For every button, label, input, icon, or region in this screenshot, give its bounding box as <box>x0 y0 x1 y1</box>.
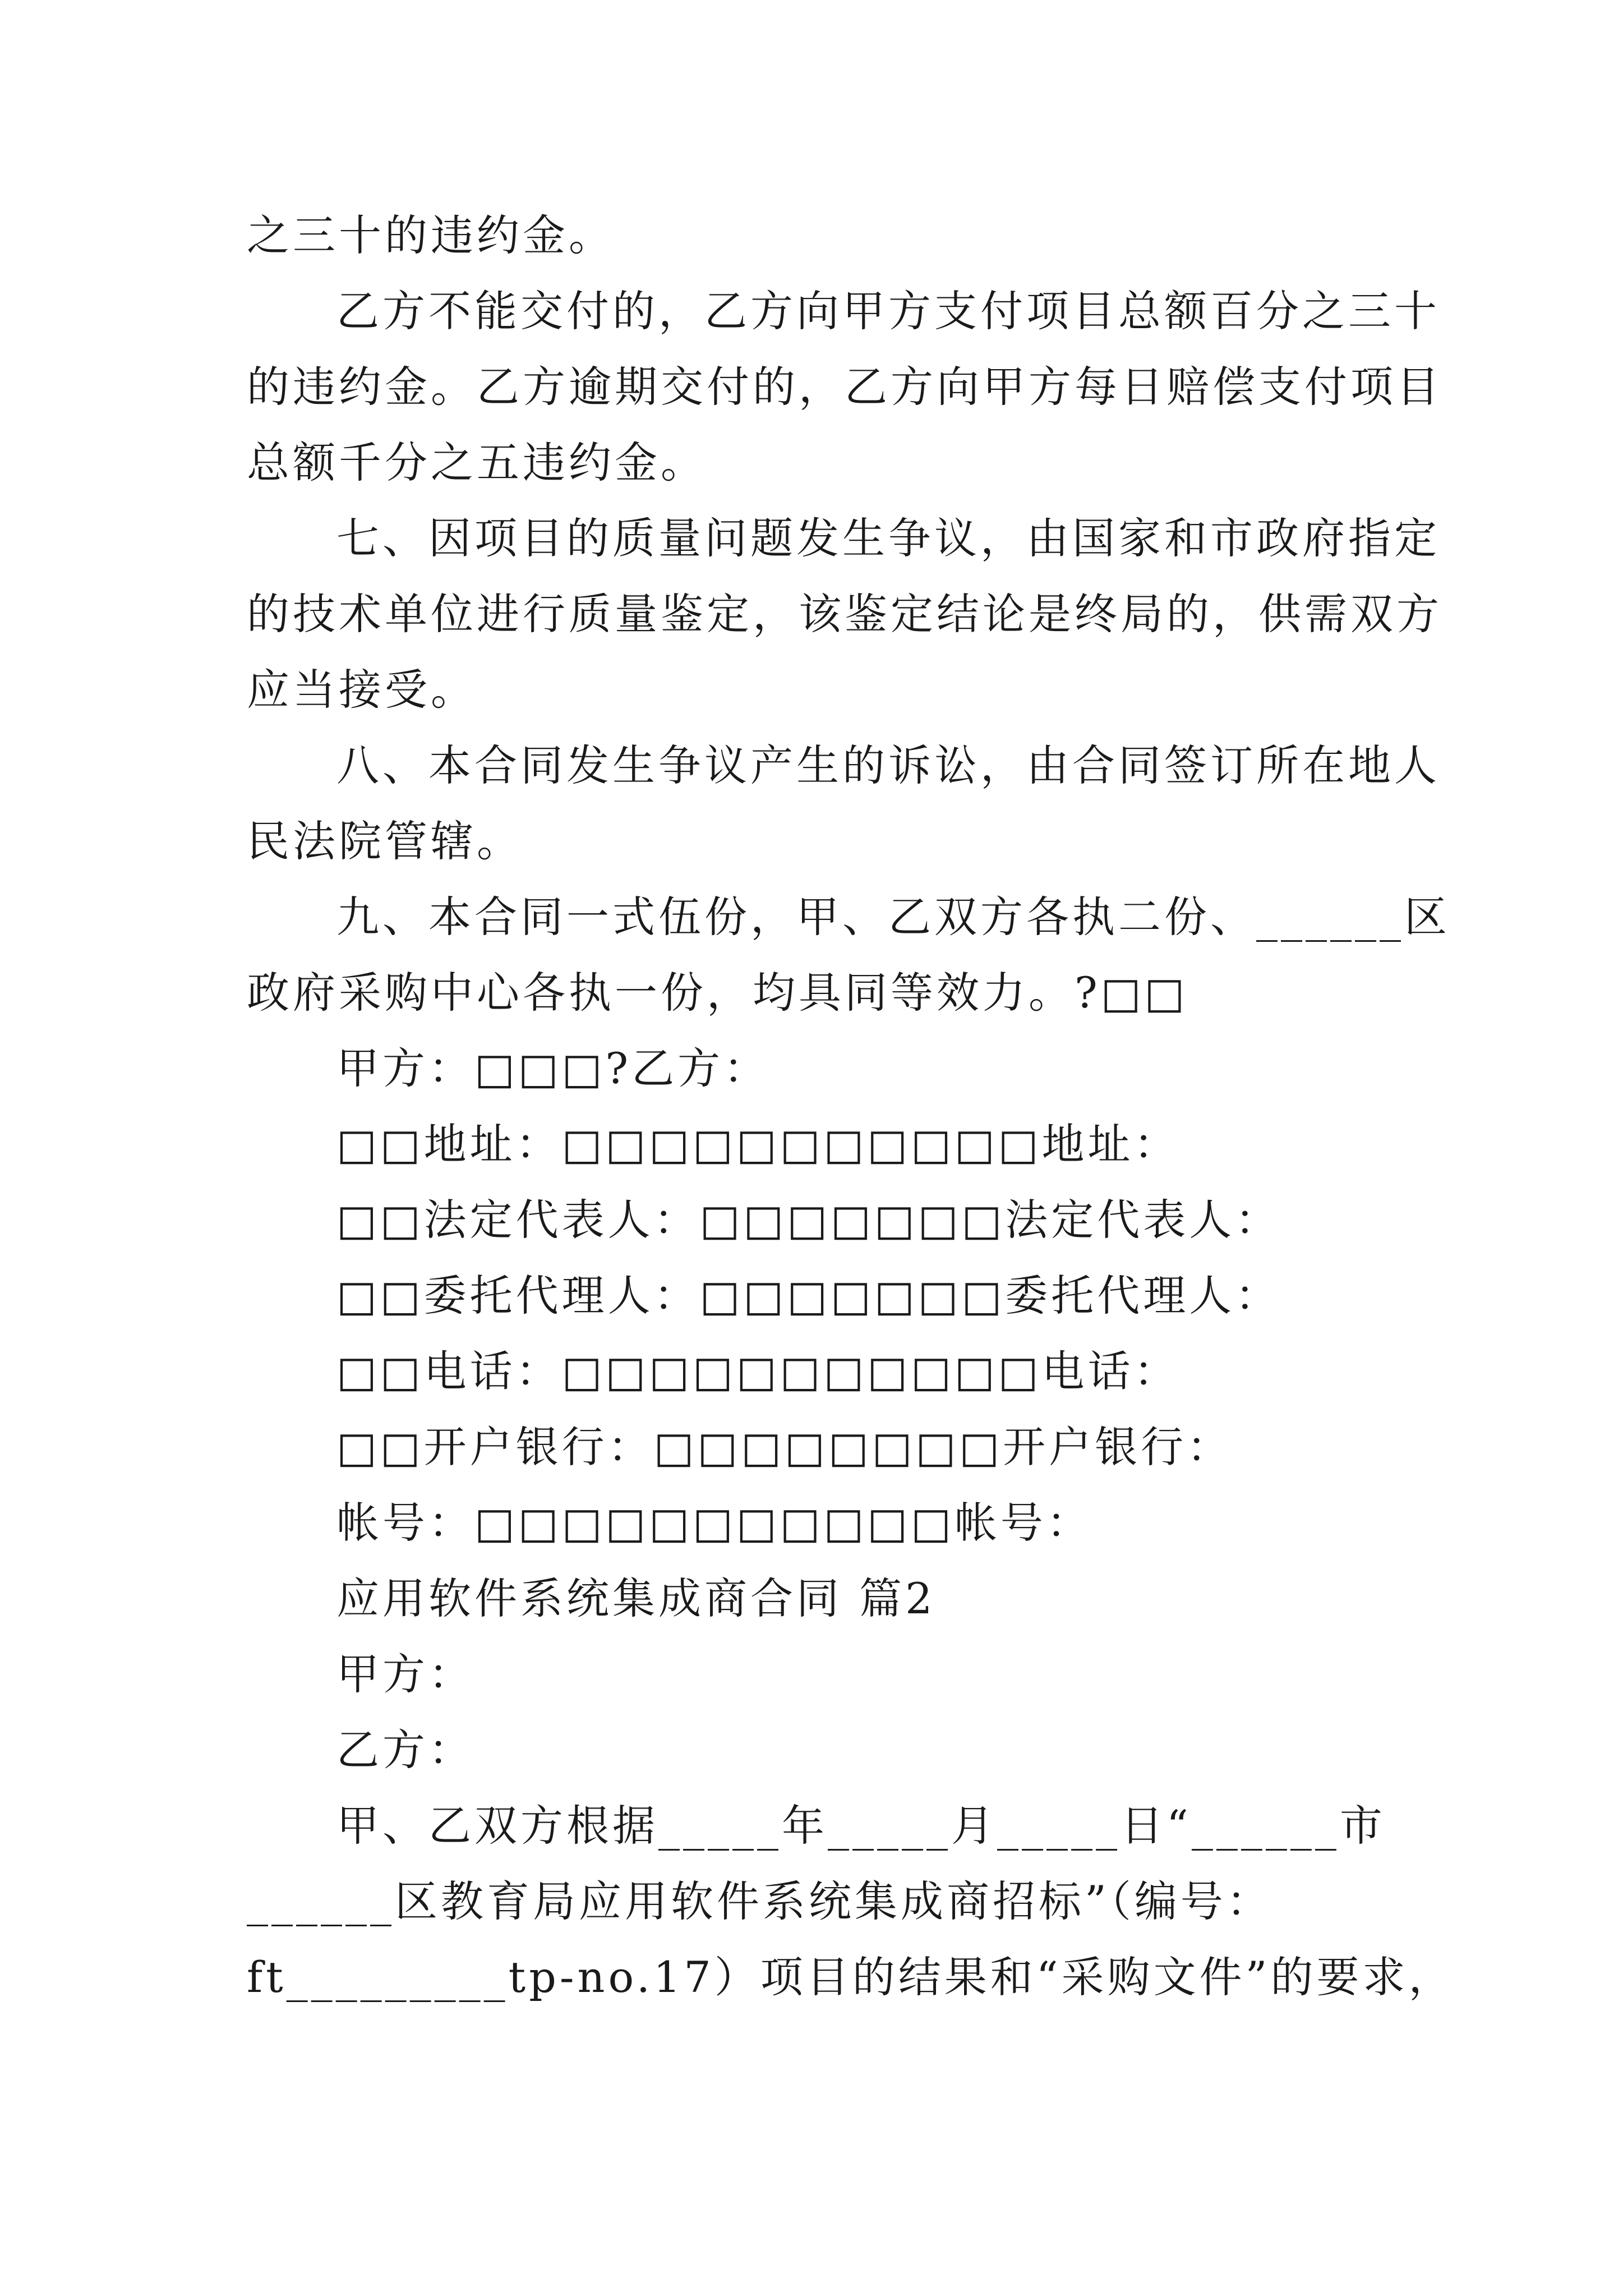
section-heading: 应用软件系统集成商合同 篇2 <box>336 1573 936 1623</box>
text-line: 民法院管辖。 <box>247 816 523 866</box>
text-line: 甲、乙双方根据_____年_____月_____日“______市 <box>336 1801 1386 1851</box>
party-label: 甲方： <box>336 1649 474 1699</box>
text-line: 之三十的违约金。 <box>247 210 615 260</box>
signature-line: 甲方：□□□?乙方： <box>336 1043 770 1093</box>
signature-line: □□地址：□□□□□□□□□□□地址： <box>336 1119 1180 1169</box>
signature-line: □□委托代理人：□□□□□□□委托代理人： <box>336 1271 1281 1320</box>
party-label: 乙方： <box>336 1725 474 1775</box>
text-line: 九、本合同一式伍份，甲、乙双方各执二份、______区 <box>336 892 1450 942</box>
text-line: 政府采购中心各执一份，均具同等效力。?□□ <box>247 968 1188 1018</box>
text-line: 的技术单位进行质量鉴定，该鉴定结论是终局的，供需双方 <box>247 589 1442 639</box>
signature-line: □□电话：□□□□□□□□□□□电话： <box>336 1346 1180 1396</box>
text-line: 七、因项目的质量问题发生争议，由国家和市政府指定 <box>336 513 1440 563</box>
text-line: ______区教育局应用软件系统集成商招标”（编号： <box>247 1876 1272 1926</box>
text-line: 总额千分之五违约金。 <box>247 438 707 487</box>
signature-line: □□开户银行：□□□□□□□□开户银行： <box>336 1422 1233 1472</box>
text-line: 乙方不能交付的，乙方向甲方支付项目总额百分之三十 <box>336 286 1440 336</box>
text-line: ft_________tp-no.17）项目的结果和“采购文件”的要求， <box>247 1952 1455 2002</box>
text-line: 的违约金。乙方逾期交付的，乙方向甲方每日赔偿支付项目 <box>247 362 1442 412</box>
text-line: 应当接受。 <box>247 665 477 715</box>
signature-line: 帐号：□□□□□□□□□□□帐号： <box>336 1498 1092 1548</box>
signature-line: □□法定代表人：□□□□□□□法定代表人： <box>336 1195 1281 1245</box>
text-line: 八、本合同发生争议产生的诉讼，由合同签订所在地人 <box>336 740 1440 790</box>
